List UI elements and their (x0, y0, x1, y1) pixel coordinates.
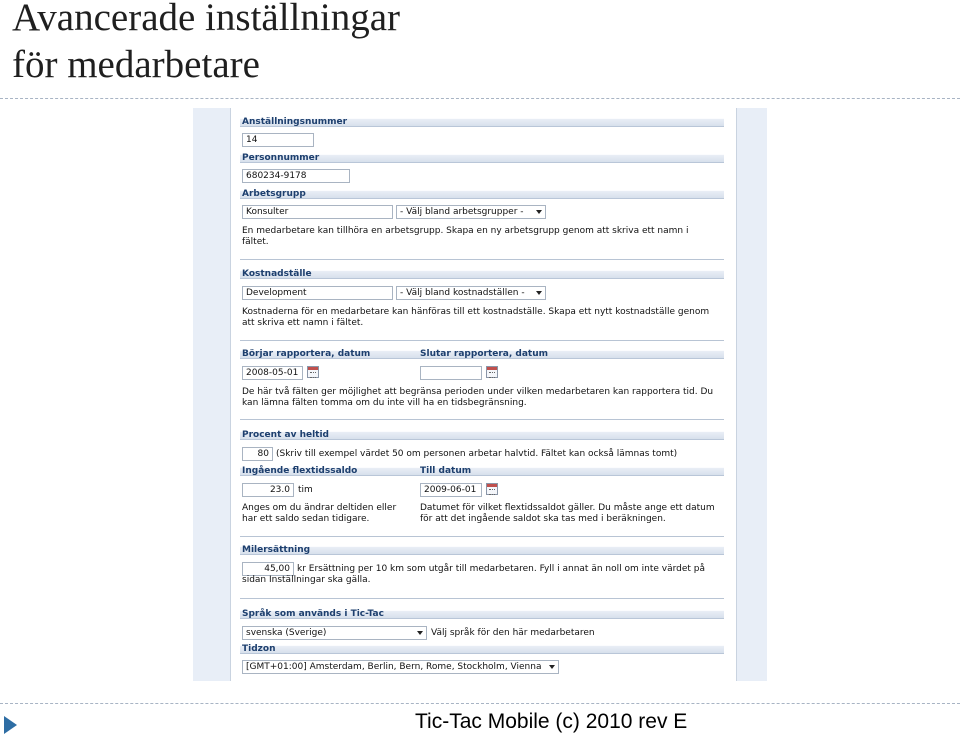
slide-footer: Tic-Tac Mobile (c) 2010 rev E (415, 710, 688, 733)
work-group-input[interactable]: Konsulter (242, 205, 393, 219)
title-divider (0, 98, 960, 99)
percent-fulltime-input[interactable]: 80 (242, 447, 273, 461)
work-group-select[interactable] (396, 205, 546, 219)
until-date-help: Datumet för vilket flextidssaldot gäller. Du måste ange ett datum för att det ingående saldot ska tas med i beräkningen. (420, 503, 715, 524)
section-header-bar (240, 270, 724, 279)
divider (240, 419, 724, 420)
mileage-input[interactable]: 45,00 (242, 562, 294, 576)
divider (240, 340, 724, 341)
end-reporting-label: Slutar rapportera, datum (420, 349, 549, 359)
personal-number-input[interactable]: 680234-9178 (242, 169, 350, 183)
end-reporting-date-input[interactable] (420, 366, 482, 380)
until-date-input[interactable]: 2009-06-01 (420, 483, 482, 497)
divider (240, 598, 724, 599)
start-reporting-date-input[interactable]: 2008-05-01 (242, 366, 303, 380)
percent-fulltime-help: (Skriv till exempel värdet 50 om personen arbetar halvtid. Fältet kan också lämnas tomt) (276, 449, 678, 459)
timezone-select[interactable] (242, 660, 559, 674)
timezone-select-value: [GMT+01:00] Amsterdam, Berlin, Bern, Rome, Stockholm, Vienna (246, 662, 542, 672)
start-reporting-label: Börjar rapportera, datum (242, 349, 371, 359)
cost-center-label: Kostnadställe (242, 269, 312, 279)
timezone-label: Tidzon (242, 644, 276, 654)
cost-center-help: Kostnaderna för en medarbetare kan hänföras till ett kostnadställe. Skapa ett nytt kostnadställe genom att skriva ett namn i fältet. (242, 307, 710, 328)
calendar-icon[interactable] (486, 366, 498, 378)
divider (240, 536, 724, 537)
cost-center-input[interactable]: Development (242, 286, 393, 300)
chevron-down-icon (417, 631, 423, 635)
footer-divider (0, 703, 960, 704)
screenshot-panel (193, 108, 767, 681)
chevron-down-icon (536, 210, 542, 214)
work-group-help: En medarbetare kan tillhöra en arbetsgrupp. Skapa en ny arbetsgrupp genom att skriva ett namn i fältet. (242, 226, 689, 247)
language-select[interactable] (242, 626, 427, 640)
calendar-icon[interactable] (486, 483, 498, 495)
work-group-select-value: - Välj bland arbetsgrupper - (400, 207, 524, 217)
cost-center-select[interactable] (396, 286, 546, 300)
flex-balance-help: Anges om du ändrar deltiden eller har ett saldo sedan tidigare. (242, 503, 397, 524)
percent-fulltime-label: Procent av heltid (242, 430, 329, 440)
employment-number-input[interactable]: 14 (242, 133, 314, 147)
flex-balance-label: Ingående flextidssaldo (242, 466, 358, 476)
section-header-bar (240, 645, 724, 654)
reporting-help: De här två fälten ger möjlighet att begränsa perioden under vilken medarbetaren kan rapportera tid. Du kan lämna fälten tomma om du inte vill ha en tidsbegränsning. (242, 387, 714, 408)
section-header-bar (240, 190, 724, 199)
mileage-help: kr Ersättning per 10 km som utgår till medarbetaren. Fyll i annat än noll om inte värdet på sidan Inställningar ska gälla. (242, 564, 705, 585)
flex-balance-input[interactable]: 23.0 (242, 483, 294, 497)
calendar-icon[interactable] (307, 366, 319, 378)
language-help: Välj språk för den här medarbetaren (431, 628, 595, 638)
slide-title (12, 0, 400, 88)
language-select-value: svenska (Sverige) (246, 628, 327, 638)
until-date-label: Till datum (420, 466, 472, 476)
language-label: Språk som används i Tic-Tac (242, 609, 384, 619)
flex-balance-unit: tim (298, 485, 313, 495)
title-line-2: för medarbetare (12, 43, 260, 86)
bullet-arrow-icon (4, 716, 17, 734)
chevron-down-icon (549, 665, 555, 669)
employment-number-label: Anställningsnummer (242, 117, 348, 127)
work-group-label: Arbetsgrupp (242, 189, 306, 199)
personal-number-label: Personnummer (242, 153, 320, 163)
title-line-1: Avancerade inställningar (12, 0, 401, 39)
employee-settings-form (230, 108, 737, 681)
chevron-down-icon (536, 291, 542, 295)
mileage-label: Milersättning (242, 545, 311, 555)
divider (240, 259, 724, 260)
cost-center-select-value: - Välj bland kostnadställen - (400, 288, 525, 298)
section-header-bar (240, 546, 724, 555)
